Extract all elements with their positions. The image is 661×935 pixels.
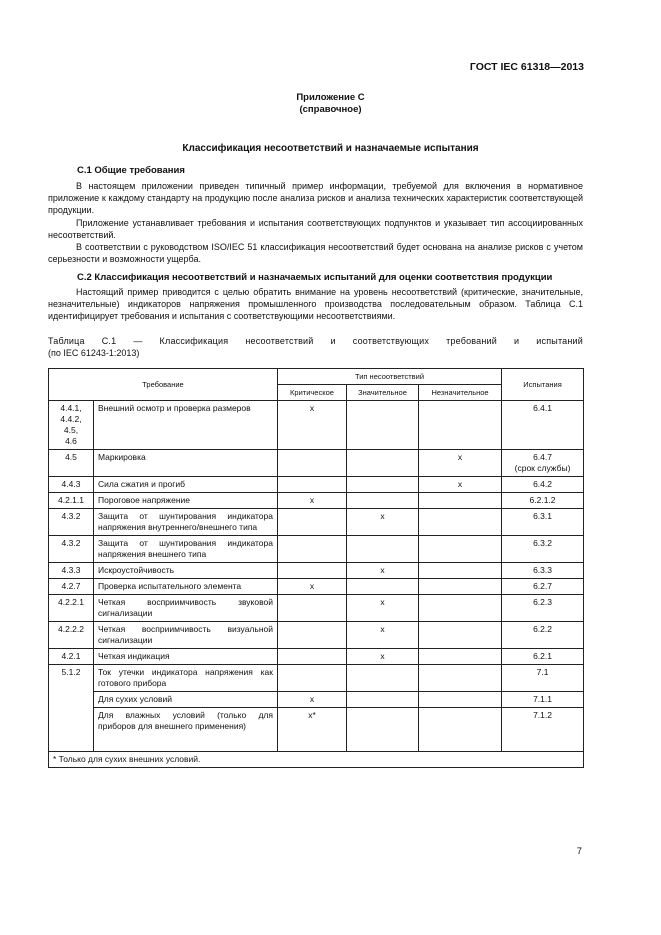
clause-number: 4.3.3	[49, 563, 94, 579]
critical-mark: x*	[278, 708, 347, 752]
clause-number: 4.2.2.1	[49, 595, 94, 622]
critical-mark: x	[278, 401, 347, 450]
major-mark	[347, 450, 419, 477]
major-mark	[347, 708, 419, 752]
critical-mark: x	[278, 692, 347, 708]
critical-mark	[278, 649, 347, 665]
critical-mark: x	[278, 493, 347, 509]
requirement-text: Сила сжатия и прогиб	[94, 477, 278, 493]
table-row	[49, 665, 584, 692]
requirement-text: Проверка испытательного элемента	[94, 579, 278, 595]
standard-designation: ГОСТ IEC 61318—2013	[469, 61, 584, 73]
header-requirement: Требование	[49, 369, 278, 401]
table-note-row	[49, 752, 584, 768]
test-clause: 7.1	[502, 665, 584, 692]
minor-mark: x	[419, 477, 502, 493]
header-tests: Испытания	[502, 369, 584, 401]
major-mark	[347, 692, 419, 708]
table-body	[49, 401, 584, 665]
table-row	[49, 692, 584, 708]
major-mark	[347, 493, 419, 509]
minor-mark	[419, 563, 502, 579]
table-footnote: * Только для сухих внешних условий.	[49, 752, 584, 768]
requirement-text: Для влажных условий (только для приборов для внешнего применения)	[94, 708, 278, 752]
test-clause: 7.1.2	[502, 708, 584, 752]
requirement-text: Для сухих условий	[94, 692, 278, 708]
major-mark: x	[347, 622, 419, 649]
classification-table	[48, 368, 584, 768]
clause-number: 5.1.2	[49, 665, 94, 752]
section-2-body	[48, 286, 583, 323]
minor-mark	[419, 493, 502, 509]
major-mark: x	[347, 563, 419, 579]
table-row	[49, 622, 584, 649]
table-caption-source: (по IEC 61243-1:2013)	[48, 347, 140, 358]
requirement-text: Защита от шунтирования индикатора напряжения внутреннего/внешнего типа	[94, 509, 278, 536]
header-type: Тип несоответствий	[278, 369, 502, 385]
minor-mark	[419, 708, 502, 752]
header-major: Значительное	[347, 385, 419, 401]
requirement-text: Пороговое напряжение	[94, 493, 278, 509]
minor-mark	[419, 579, 502, 595]
clause-number: 4.2.1	[49, 649, 94, 665]
header-critical: Критическое	[278, 385, 347, 401]
clause-number: 4.4.1, 4.4.2, 4.5, 4.6	[49, 401, 94, 450]
major-mark: x	[347, 649, 419, 665]
minor-mark: x	[419, 450, 502, 477]
test-clause: 6.3.1	[502, 509, 584, 536]
table-caption-line: Таблица С.1 — Классификация несоответствий и соответствующих требований и испытаний	[48, 336, 583, 346]
minor-mark	[419, 622, 502, 649]
page-number: 7	[576, 846, 582, 857]
requirement-text: Четкая индикация	[94, 649, 278, 665]
minor-mark	[419, 665, 502, 692]
table-row	[49, 708, 584, 752]
requirement-text: Четкая восприимчивость звуковой сигнализации	[94, 595, 278, 622]
test-clause: 6.2.3	[502, 595, 584, 622]
section-2-title: С.2 Классификация несоответствий и назначаемых испытаний для оценки соответствия продукции	[77, 272, 553, 283]
major-mark	[347, 665, 419, 692]
section-1-paragraph: В настоящем приложении приведен типичный пример информации, требуемой для включения в нормативное приложение к каждому стандарту на продукцию после анализа рисков и анализа технических характеристик соответствующей продукции.	[48, 181, 583, 216]
table-row	[49, 493, 584, 509]
clause-number: 4.3.2	[49, 509, 94, 536]
clause-number: 4.2.1.1	[49, 493, 94, 509]
section-1-paragraph: В соответствии с руководством ISO/IEC 51 классификация несоответствий будет основана на анализе рисков с учетом серьезности и возможности ущерба.	[48, 242, 583, 265]
major-mark: x	[347, 509, 419, 536]
clause-number: 4.2.7	[49, 579, 94, 595]
critical-mark	[278, 536, 347, 563]
critical-mark	[278, 665, 347, 692]
table-row	[49, 509, 584, 536]
table-row	[49, 477, 584, 493]
critical-mark	[278, 450, 347, 477]
clause-number: 4.2.2.2	[49, 622, 94, 649]
major-mark	[347, 477, 419, 493]
major-mark	[347, 536, 419, 563]
minor-mark	[419, 536, 502, 563]
table-row	[49, 579, 584, 595]
critical-mark	[278, 477, 347, 493]
minor-mark	[419, 509, 502, 536]
clause-number: 4.5	[49, 450, 94, 477]
section-2-paragraph: Настоящий пример приводится с целью обратить внимание на уровень несоответствий (критические, значительные, незначительные) индикаторов напряжения промышленного производства последовательным образом. Таблица С.1 идентифицирует требования и испытания с соответствующими несоответствиями.	[48, 287, 583, 322]
test-clause: 6.4.2	[502, 477, 584, 493]
critical-mark: x	[278, 579, 347, 595]
clause-number: 4.3.2	[49, 536, 94, 563]
requirement-text: Внешний осмотр и проверка размеров	[94, 401, 278, 450]
requirement-text: Искроустойчивость	[94, 563, 278, 579]
test-clause: 6.3.2	[502, 536, 584, 563]
minor-mark	[419, 692, 502, 708]
annex-subtitle: (справочное)	[299, 104, 362, 115]
requirement-text: Маркировка	[94, 450, 278, 477]
critical-mark	[278, 509, 347, 536]
table-body-leakage	[49, 665, 584, 768]
test-clause: 6.3.3	[502, 563, 584, 579]
header-minor: Незначительное	[419, 385, 502, 401]
test-clause: 6.4.7 (срок службы)	[502, 450, 584, 477]
critical-mark	[278, 595, 347, 622]
table-row	[49, 536, 584, 563]
major-mark	[347, 401, 419, 450]
annex-title: Приложение С	[296, 92, 365, 103]
test-clause: 7.1.1	[502, 692, 584, 708]
table-row	[49, 401, 584, 450]
test-clause: 6.2.7	[502, 579, 584, 595]
table-row	[49, 595, 584, 622]
requirement-text: Ток утечки индикатора напряжения как готового прибора	[94, 665, 278, 692]
test-clause: 6.2.2	[502, 622, 584, 649]
section-1-title: С.1 Общие требования	[77, 165, 185, 176]
critical-mark	[278, 563, 347, 579]
table-row	[49, 563, 584, 579]
major-mark: x	[347, 595, 419, 622]
major-mark	[347, 579, 419, 595]
section-1-paragraph: Приложение устанавливает требования и испытания соответствующих подпунктов и указывает тип ассоциированных несоответствий.	[48, 217, 583, 240]
minor-mark	[419, 595, 502, 622]
document-heading: Классификация несоответствий и назначаемые испытания	[182, 143, 479, 154]
critical-mark	[278, 622, 347, 649]
requirement-text: Четкая восприимчивость визуальной сигнализации	[94, 622, 278, 649]
table-header-row	[49, 369, 584, 385]
minor-mark	[419, 649, 502, 665]
clause-number: 4.4.3	[49, 477, 94, 493]
test-clause: 6.2.1.2	[502, 493, 584, 509]
section-1-body	[48, 180, 583, 265]
minor-mark	[419, 401, 502, 450]
table-caption	[48, 336, 583, 359]
test-clause: 6.4.1	[502, 401, 584, 450]
test-clause: 6.2.1	[502, 649, 584, 665]
table-row	[49, 649, 584, 665]
requirement-text: Защита от шунтирования индикатора напряжения внешнего типа	[94, 536, 278, 563]
table-row	[49, 450, 584, 477]
